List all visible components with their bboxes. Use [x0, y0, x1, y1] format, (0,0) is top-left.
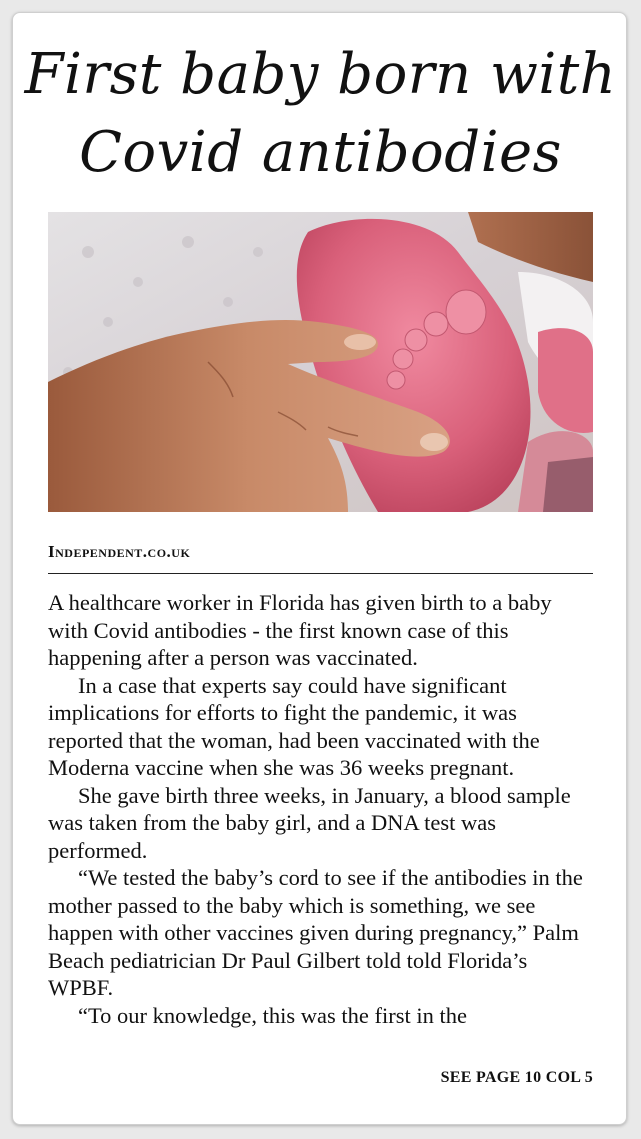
- source-credit: Independent.co.uk: [48, 542, 191, 561]
- headline-line-1: First baby born with: [24, 42, 617, 107]
- divider: [48, 573, 593, 574]
- headline-line-2: Covid antibodies: [79, 120, 562, 185]
- baby-foot-photo: [48, 212, 593, 512]
- headline: [0, 36, 641, 192]
- article-photo: [48, 212, 593, 512]
- article-body: [48, 589, 593, 1029]
- continuation-note: SEE PAGE 10 COL 5: [440, 1069, 593, 1086]
- paragraph-5: “To our knowledge, this was the first in the: [78, 1002, 467, 1028]
- paragraph-4: “We tested the baby’s cord to see if the antibodies in the mother passed to the baby which is something, we see happen with other vaccines given during pregnancy,” Palm Beach pediatrician Dr Paul Gilbert told told Florida’s WPBF.: [48, 865, 583, 1000]
- paragraph-2: In a case that experts say could have significant implications for efforts to fight the pandemic, it was reported that the woman, had been vaccinated with the Moderna vaccine when she was 36 weeks pregnant.: [48, 672, 540, 780]
- paragraph-3: She gave birth three weeks, in January, a blood sample was taken from the baby girl, and a DNA test was performed.: [48, 782, 571, 863]
- paragraph-1: A healthcare worker in Florida has given birth to a baby with Covid antibodies - the first known case of this happening after a person was vaccinated.: [48, 590, 552, 670]
